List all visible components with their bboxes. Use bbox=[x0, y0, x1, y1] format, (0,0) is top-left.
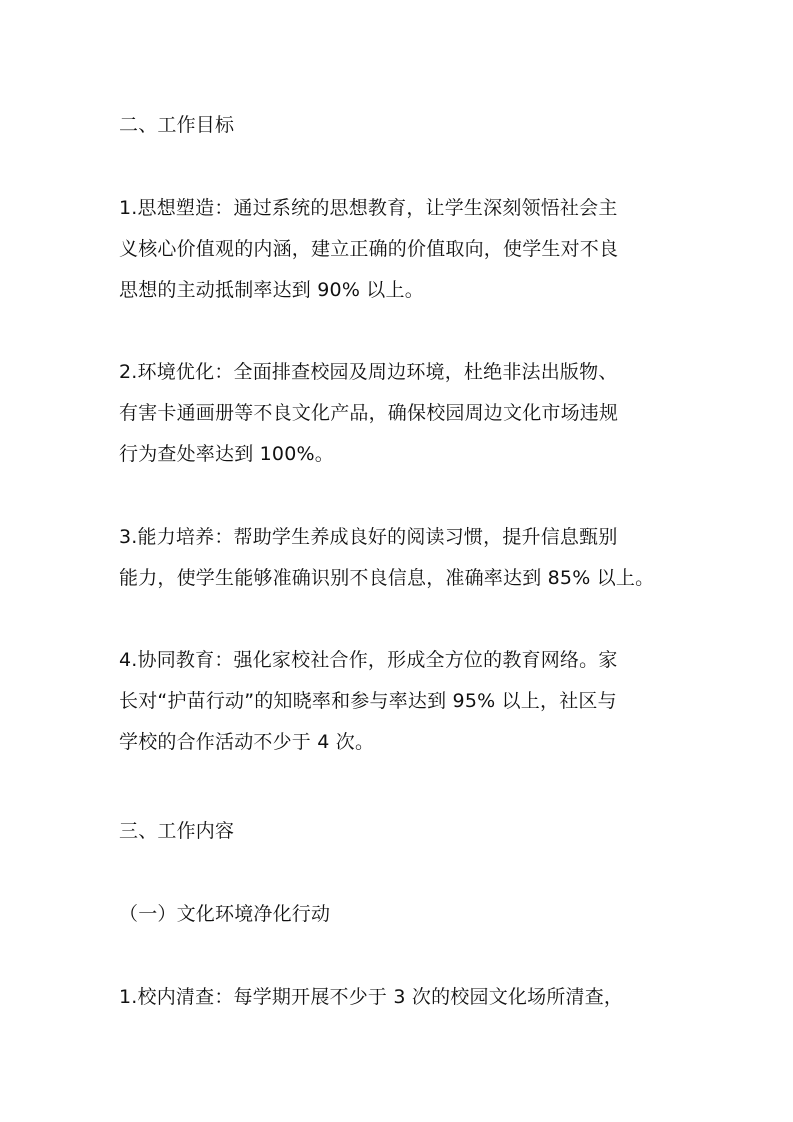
paragraph-line: 学校的合作活动不少于 4 次。 bbox=[119, 731, 375, 753]
goal-paragraph-1 bbox=[119, 188, 689, 311]
paragraph-line: 1.思想塑造：通过系统的思想教育，让学生深刻领悟社会主 bbox=[119, 197, 618, 219]
section-heading-goals bbox=[119, 105, 689, 146]
paragraph-line: 有害卡通画册等不良文化产品，确保校园周边文化市场违规 bbox=[119, 402, 619, 424]
section-heading-content bbox=[119, 811, 689, 852]
paragraph-line: 义核心价值观的内涵，建立正确的价值取向，使学生对不良 bbox=[119, 238, 619, 260]
subsection-heading-text: （一）文化环境净化行动 bbox=[119, 903, 331, 925]
goal-paragraph-4 bbox=[119, 640, 689, 763]
goal-paragraph-3 bbox=[119, 517, 689, 599]
paragraph-line: 3.能力培养：帮助学生养成良好的阅读习惯，提升信息甄别 bbox=[119, 526, 618, 548]
section-heading-text: 二、工作目标 bbox=[119, 114, 235, 136]
content-paragraph-1 bbox=[119, 977, 689, 1018]
paragraph-line: 4.协同教育：强化家校社合作，形成全方位的教育网络。家 bbox=[119, 649, 618, 671]
paragraph-line: 2.环境优化：全面排查校园及周边环境，杜绝非法出版物、 bbox=[119, 361, 618, 383]
paragraph-line: 1.校内清查：每学期开展不少于 3 次的校园文化场所清查， bbox=[119, 986, 624, 1008]
paragraph-line: 能力，使学生能够准确识别不良信息，准确率达到 85% 以上。 bbox=[119, 567, 655, 589]
section-heading-text: 三、工作内容 bbox=[119, 820, 235, 842]
paragraph-line: 思想的主动抵制率达到 90% 以上。 bbox=[119, 279, 424, 301]
paragraph-line: 长对“护苗行动”的知晓率和参与率达到 95% 以上，社区与 bbox=[119, 690, 617, 712]
paragraph-line: 行为查处率达到 100%。 bbox=[119, 443, 334, 465]
goal-paragraph-2 bbox=[119, 352, 689, 475]
subsection-heading-1 bbox=[119, 894, 689, 935]
